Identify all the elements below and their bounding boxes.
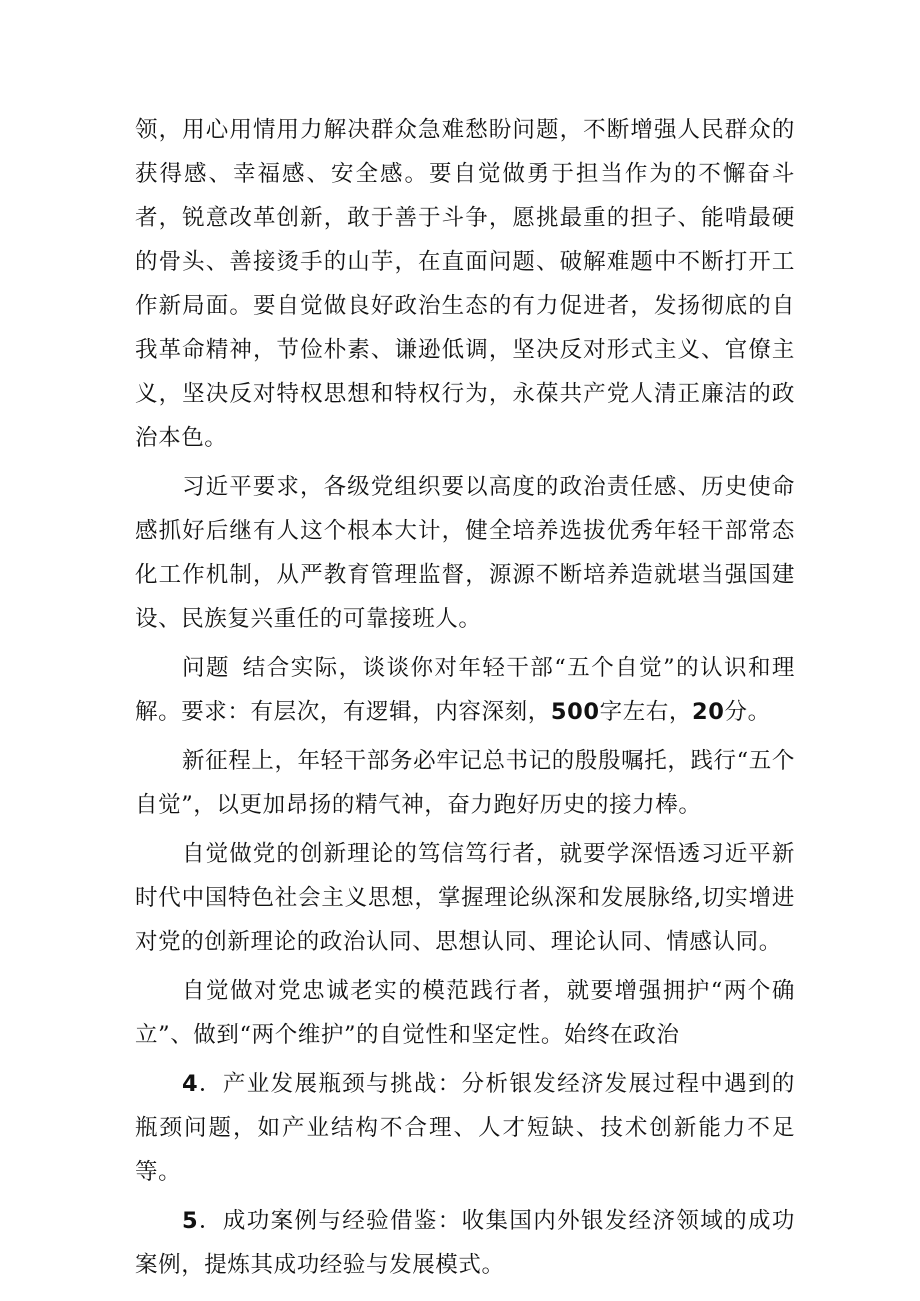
list-item-4 [135, 1062, 795, 1194]
list-number-5: 5 [182, 1208, 199, 1234]
list-item-5 [135, 1199, 795, 1287]
score-value: 20 [692, 699, 725, 725]
document-body [135, 108, 795, 1292]
question-label: 问题 [182, 655, 230, 681]
paragraph-party-organization-requirements: 习近平要求，各级党组织要以高度的政治责任感、历史使命感抓好后继有人这个根本大计，健全培养选拔优秀年轻干部常态化工作机制，从严教育管理监督，源源不断培养造就堪当强国建设、民族复兴重任的可靠接班人。 [135, 474, 795, 632]
list-number-4: 4 [182, 1071, 199, 1097]
paragraph-innovative-theory: 自觉做党的创新理论的笃信笃行者，就要学深悟透习近平新时代中国特色社会主义思想，掌握理论纵深和发展脉络,切实增进对党的创新理论的政治认同、思想认同、理论认同、情感认同。 [135, 841, 795, 955]
word-count: 500 [550, 699, 600, 725]
paragraph-new-journey: 新征程上，年轻干部务必牢记总书记的殷殷嘱托，践行“五个自觉”，以更加昂扬的精气神，奋力跑好历史的接力棒。 [135, 748, 795, 818]
paragraph-loyalty: 自觉做对党忠诚老实的模范践行者，就要增强拥护“两个确立”、做到“两个维护”的自觉性和坚定性。始终在政治 [135, 978, 795, 1048]
question-text-2: 字左右， [599, 699, 692, 725]
question-text: 结合实际，谈谈你对年轻干部“五个自觉”的认识和理解。要求：有层次，有逻辑，内容深刻， [135, 655, 796, 725]
paragraph-question [135, 646, 795, 734]
list-text-4: ．产业发展瓶颈与挑战：分析银发经济发展过程中遇到的瓶颈问题，如产业结构不合理、人才短缺、技术创新能力不足等。 [135, 1071, 795, 1185]
question-text-3: 分。 [724, 699, 771, 725]
list-text-5: ．成功案例与经验借鉴：收集国内外银发经济领域的成功案例，提炼其成功经验与发展模式。 [135, 1208, 795, 1278]
paragraph-requirements-continued: 领，用心用情用力解决群众急难愁盼问题，不断增强人民群众的获得感、幸福感、安全感。要自觉做勇于担当作为的不懈奋斗者，锐意改革创新，敢于善于斗争，愿挑最重的担子、能啃最硬的骨头、善接烫手的山芋，在直面问题、破解难题中不断打开工作新局面。要自觉做良好政治生态的有力促进者，发扬彻底的自我革命精神，节俭朴素、谦逊低调，坚决反对形式主义、官僚主义，坚决反对特权思想和特权行为，永葆共产党人清正廉洁的政治本色。 [135, 117, 795, 451]
